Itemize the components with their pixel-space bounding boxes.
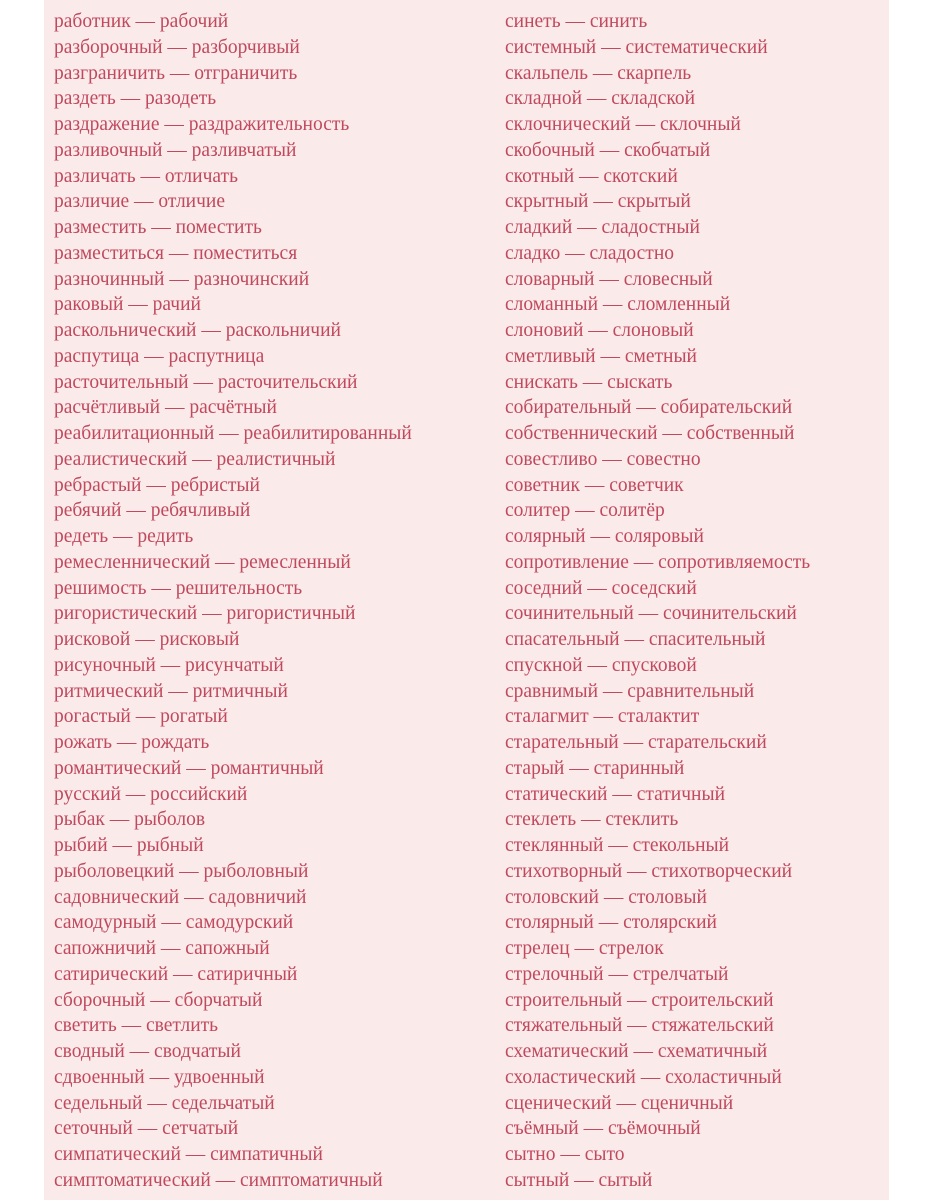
word-pair: рисковой — рисковый (54, 629, 240, 650)
word-pair: сдвоенный — удвоенный (54, 1066, 265, 1088)
word-pair: раздеть — разодеть (54, 88, 217, 110)
word-pair: статический — статичный (505, 783, 726, 805)
word-pair: старательный — старательский (505, 732, 767, 753)
word-pair: сценический — сценичный (505, 1092, 734, 1114)
word-pair: собирательный — собирательский (505, 397, 793, 419)
word-pair: сладкий — сладостный (505, 217, 700, 238)
word-pair: сводный — сводчатый (54, 1041, 241, 1062)
word-pair: ритмический — ритмичный (54, 680, 288, 702)
word-pair: скрытный — скрытый (505, 191, 691, 213)
word-pair: распутица — распутница (54, 345, 265, 367)
word-pair: солярный — соляровый (505, 526, 704, 547)
word-pair: сеточный — сетчатый (54, 1118, 239, 1140)
word-pair: садовнический — садовничий (54, 886, 307, 908)
word-pair: сладко — сладостно (505, 242, 675, 264)
word-pair: сопротивление — сопротивляемость (505, 551, 811, 573)
word-pair: схематический — схематичный (505, 1041, 768, 1062)
word-pair: столовский — столовый (505, 886, 707, 908)
word-pair: скальпель — скарпель (505, 62, 692, 84)
word-pair: стрелочный — стрелчатый (505, 963, 729, 985)
word-pair: соседний — соседский (505, 577, 697, 599)
word-pair: сатирический — сатиричный (54, 963, 298, 985)
word-pair: сметливый — сметный (505, 345, 697, 367)
word-pair: светить — светлить (54, 1015, 219, 1037)
word-pair: сравнимый — сравнительный (505, 680, 755, 702)
word-pair: русский — российский (54, 783, 248, 805)
word-pair: редеть — редить (54, 526, 194, 547)
word-pair: совестливо — совестно (505, 448, 701, 470)
word-pair: скотный — скотский (505, 165, 678, 187)
word-pair: сытный — сытый (505, 1169, 653, 1191)
word-pair: рыболовецкий — рыболовный (54, 860, 309, 882)
word-pair: рисуночный — рисунчатый (54, 654, 284, 676)
word-pair: сапожничий — сапожный (54, 938, 270, 959)
word-pair: рогастый — рогатый (54, 706, 228, 728)
word-pair: рыбак — рыболов (54, 809, 206, 831)
word-pair: работник — рабочий (54, 11, 229, 32)
word-pair: спасательный — спасительный (505, 629, 766, 650)
word-pair: синеть — синить (505, 11, 648, 32)
word-pair: различать — отличать (54, 165, 238, 187)
word-pair: стяжательный — стяжательский (505, 1015, 774, 1037)
word-pair: снискать — сыскать (505, 371, 673, 393)
word-pair: ремесленнический — ремесленный (54, 551, 351, 573)
word-pair: реабилитационный — реабилитированный (54, 423, 412, 444)
word-pair: решимость — решительность (54, 577, 303, 599)
word-pair: симпатический — симпатичный (54, 1144, 323, 1165)
word-pair: сломанный — сломленный (505, 294, 731, 316)
word-pair: стеклеть — стеклить (505, 809, 679, 831)
word-pair: реалистический — реалистичный (54, 448, 336, 470)
word-pair: сытно — сыто (505, 1144, 625, 1165)
word-pair: солитер — солитёр (505, 500, 665, 522)
word-pair: собственнический — собственный (505, 423, 795, 444)
word-pair: складной — складской (505, 88, 696, 110)
word-pair: съёмный — съёмочный (505, 1118, 701, 1140)
word-pair: симптоматический — симптоматичный (54, 1169, 383, 1191)
word-pair: различие — отличие (54, 191, 226, 213)
word-pair: разграничить — отграничить (54, 62, 298, 84)
word-pair: склочнический — склочный (505, 114, 741, 135)
word-pair: романтический — романтичный (54, 757, 324, 779)
word-pair: скобочный — скобчатый (505, 139, 711, 161)
word-pair: сочинительный — сочинительский (505, 603, 797, 625)
word-pair: седельный — седельчатый (54, 1092, 275, 1114)
word-pair: раздражение — раздражительность (54, 114, 350, 135)
word-pair: расточительный — расточительский (54, 371, 358, 393)
word-pair: разночинный — разночинский (54, 268, 310, 290)
word-pair: словарный — словесный (505, 268, 713, 290)
word-pair: системный — систематический (505, 36, 768, 58)
word-pair: рыбий — рыбный (54, 835, 204, 856)
word-pair: схоластический — схоластичный (505, 1066, 782, 1088)
word-pair: расчётливый — расчётный (54, 397, 277, 419)
word-pair: слоновий — слоновый (505, 320, 694, 341)
word-pair: разливочный — разливчатый (54, 139, 297, 161)
word-pair: ребрастый — ребристый (54, 474, 260, 496)
word-pair: старый — старинный (505, 757, 685, 779)
word-pair: раскольнический — раскольничий (54, 320, 341, 341)
word-pair: разместить — поместить (54, 217, 262, 238)
word-pair: строительный — строительский (505, 989, 774, 1011)
word-pair: рожать — рождать (54, 732, 210, 753)
word-pair: разборочный — разборчивый (54, 36, 300, 58)
word-pair: столярный — столярский (505, 912, 717, 934)
word-pair: стрелец — стрелок (505, 938, 664, 959)
word-pairs-page (44, 0, 889, 1200)
word-pair: ригористический — ригористичный (54, 603, 356, 625)
word-pair: разместиться — поместиться (54, 242, 298, 264)
word-pair: сборочный — сборчатый (54, 989, 263, 1011)
right-word-column (505, 9, 885, 1194)
word-pair: ребячий — ребячливый (54, 500, 251, 522)
word-pair: стихотворный — стихотворческий (505, 860, 793, 882)
word-pair: самодурный — самодурский (54, 912, 294, 934)
word-pair: сталагмит — сталактит (505, 706, 700, 728)
word-pair: стеклянный — стекольный (505, 835, 730, 856)
word-pair: спускной — спусковой (505, 654, 697, 676)
word-pair: советник — советчик (505, 474, 684, 496)
word-pair: раковый — рачий (54, 294, 201, 316)
left-word-column (54, 9, 504, 1194)
